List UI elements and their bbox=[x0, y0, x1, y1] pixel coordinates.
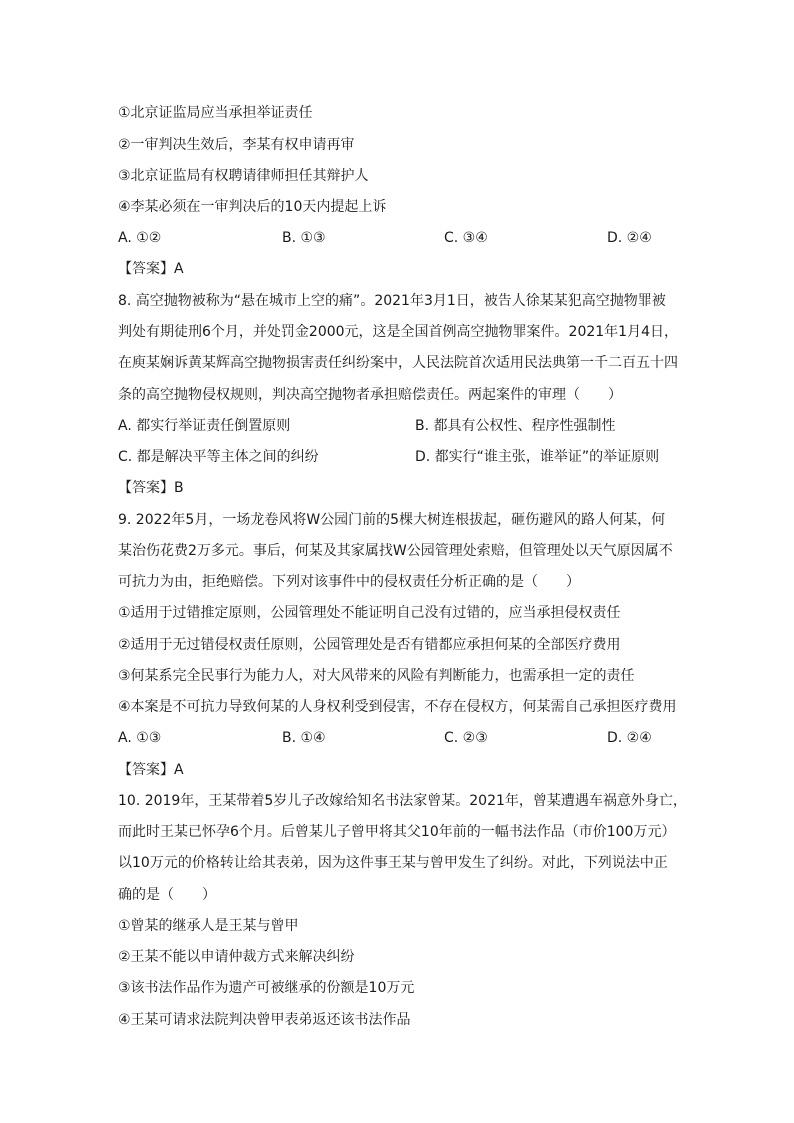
q10-stem-line-2: 而此时王某已怀孕6个月。后曾某儿子曾甲将其父10年前的一幅书法作品（市价100万元） bbox=[118, 824, 676, 840]
q10-item-2: ②王某不能以申请仲裁方式来解决纠纷 bbox=[118, 949, 355, 965]
q9-option-d: D. ②④ bbox=[607, 730, 652, 746]
q7-item-2: ②一审判决生效后，李某有权申请再审 bbox=[118, 137, 355, 153]
q9-item-2: ②适用于无过错侵权责任原则，公园管理处是否有错都应承担何某的全部医疗费用 bbox=[118, 637, 621, 653]
q9-item-1: ①适用于过错推定原则，公园管理处不能证明自己没有过错的，应当承担侵权责任 bbox=[118, 605, 621, 621]
q7-option-a: A. ①② bbox=[118, 230, 162, 246]
q8-stem-line-3: 在庾某娴诉黄某辉高空抛物损害责任纠纷案中，人民法院首次适用民法典第一千二百五十四 bbox=[118, 355, 678, 371]
q9-stem-line-2: 某治伤花费2万多元。事后，何某及其家属找W公园管理处索赔，但管理处以天气原因属不 bbox=[118, 543, 673, 559]
q8-answer: 【答案】B bbox=[118, 480, 184, 496]
q8-stem-line-2: 判处有期徒刑6个月，并处罚金2000元，这是全国首例高空抛物罪案件。2021年1月4日， bbox=[118, 324, 678, 340]
q10-item-4: ④王某可请求法院判决曾甲表弟返还该书法作品 bbox=[118, 1012, 411, 1028]
q7-option-d: D. ②④ bbox=[607, 230, 652, 246]
q10-stem-line-4: 确的是（ ） bbox=[118, 887, 216, 903]
q8-option-d: D. 都实行“谁主张，谁举证”的举证原则 bbox=[415, 449, 660, 465]
q8-option-b: B. 都具有公权性、程序性强制性 bbox=[415, 418, 616, 434]
q7-item-3: ③北京证监局有权聘请律师担任其辩护人 bbox=[118, 168, 369, 184]
q8-option-a: A. 都实行举证责任倒置原则 bbox=[118, 418, 291, 434]
q8-option-c: C. 都是解决平等主体之间的纠纷 bbox=[118, 449, 319, 465]
q8-stem-line-4: 条的高空抛物侵权规则，判决高空抛物者承担赔偿责任。两起案件的审理（ ） bbox=[118, 387, 622, 403]
q9-stem-line-1: 9. 2022年5月，一场龙卷风将W公园门前的5棵大树连根拔起，砸伤避风的路人何某，何 bbox=[118, 512, 666, 528]
q7-answer: 【答案】A bbox=[118, 261, 184, 277]
q7-item-4: ④李某必须在一审判决后的10天内提起上诉 bbox=[118, 199, 387, 215]
q10-stem-line-1: 10. 2019年，王某带着5岁儿子改嫁给知名书法家曾某。2021年，曾某遭遇车祸意外身亡， bbox=[118, 793, 687, 809]
q10-stem-line-3: 以10万元的价格转让给其表弟，因为这件事王某与曾甲发生了纠纷。对此，下列说法中正 bbox=[118, 855, 668, 871]
q7-option-b: B. ①③ bbox=[282, 230, 326, 246]
q9-item-3: ③何某系完全民事行为能力人，对大风带来的风险有判断能力，也需承担一定的责任 bbox=[118, 668, 635, 684]
q9-option-a: A. ①③ bbox=[118, 730, 162, 746]
q10-item-3: ③该书法作品作为遗产可被继承的份额是10万元 bbox=[118, 980, 415, 996]
q7-item-1: ①北京证监局应当承担举证责任 bbox=[118, 105, 313, 121]
q9-answer: 【答案】A bbox=[118, 762, 184, 778]
q9-item-4: ④本案是不可抗力导致何某的人身权利受到侵害，不存在侵权方，何某需自己承担医疗费用 bbox=[118, 699, 677, 715]
q9-option-c: C. ②③ bbox=[444, 730, 488, 746]
q7-option-c: C. ③④ bbox=[444, 230, 488, 246]
q10-item-1: ①曾某的继承人是王某与曾甲 bbox=[118, 918, 299, 934]
q9-option-b: B. ①④ bbox=[282, 730, 326, 746]
q8-stem-line-1: 8. 高空抛物被称为“悬在城市上空的痛”。2021年3月1日，被告人徐某某犯高空抛物罪被 bbox=[118, 293, 666, 309]
q9-stem-line-3: 可抗力为由，拒绝赔偿。下列对该事件中的侵权责任分析正确的是（ ） bbox=[118, 574, 580, 590]
